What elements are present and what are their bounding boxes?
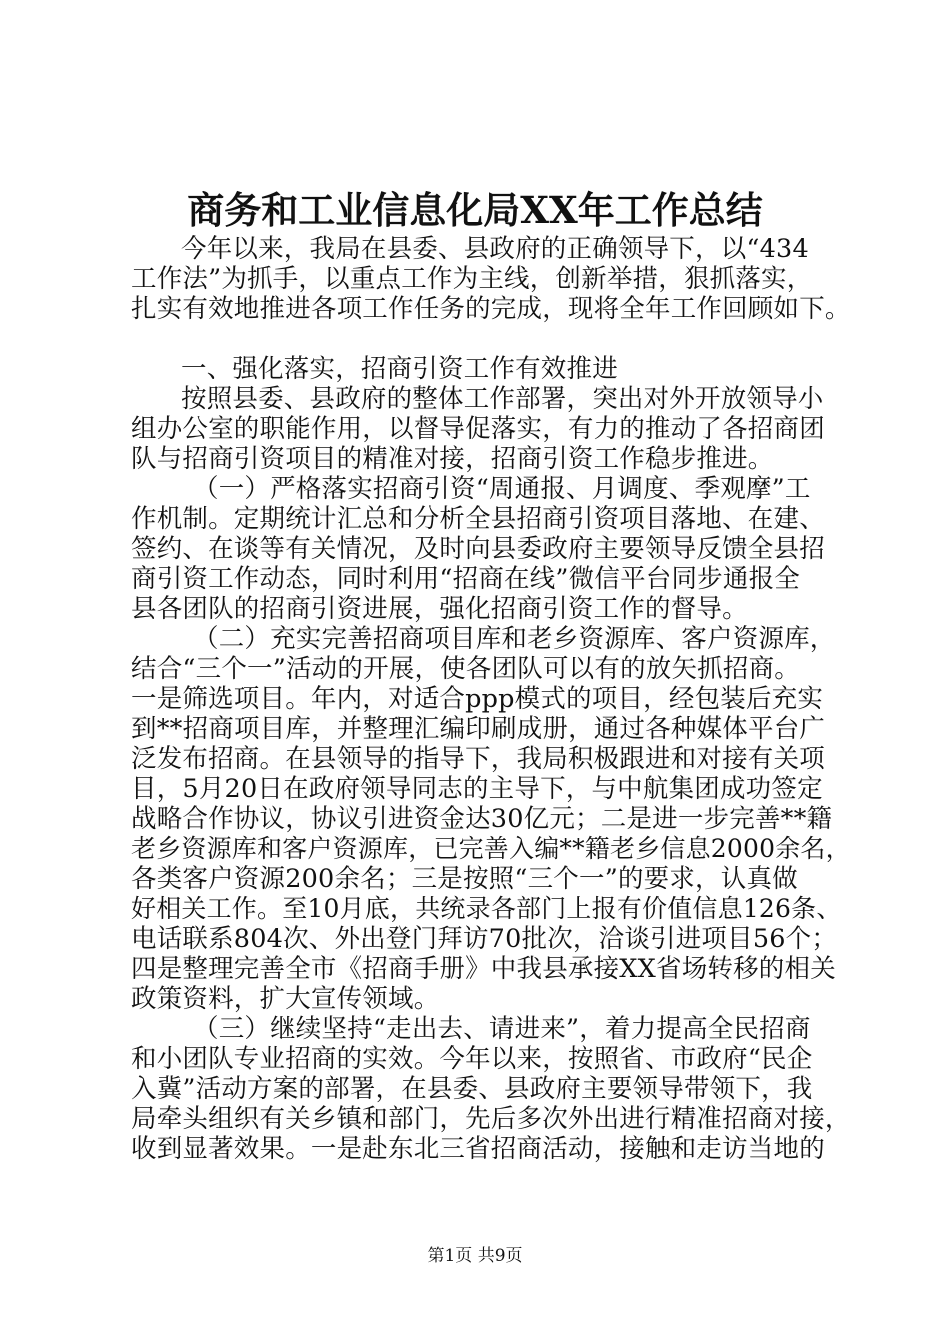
paragraph-line: 好相关工作。至10月底，共统录各部门上报有价值信息126条、 [131, 894, 842, 923]
paragraph-line: 局牵头组织有关乡镇和部门，先后多次外出进行精准招商对接， [131, 1104, 851, 1134]
page-title: 商务和工业信息化局XX年工作总结 [187, 188, 763, 232]
paragraph-line: 作机制。定期统计汇总和分析全县招商引资项目落地、在建、 [131, 504, 825, 534]
paragraph-line: 扎实有效地推进各项工作任务的完成，现将全年工作回顾如下。 [131, 294, 851, 324]
paragraph-line: （三）继续坚持“走出去、请进来”，着力提高全民招商 [193, 1014, 811, 1044]
paragraph-line: 结合“三个一”活动的开展，使各团队可以有的放矢抓招商。 [131, 654, 800, 684]
paragraph-line: 收到显著效果。一是赴东北三省招商活动，接触和走访当地的 [131, 1134, 825, 1164]
paragraph-line: 商引资工作动态，同时利用“招商在线”微信平台同步通报全 [131, 564, 800, 594]
paragraph-line: 各类客户资源200余名；三是按照“三个一”的要求，认真做 [131, 864, 798, 894]
paragraph-line: 队与招商引资项目的精准对接，招商引资工作稳步推进。 [131, 444, 774, 474]
paragraph-line: 一是筛选项目。年内，对适合ppp模式的项目，经包装后充实 [131, 684, 824, 714]
paragraph-line: 和小团队专业招商的实效。今年以来，按照省、市政府“民企 [131, 1044, 813, 1074]
paragraph-line: 电话联系804次、外出登门拜访70批次，洽谈引进项目56个； [131, 924, 838, 954]
paragraph-line: 到**招商项目库，并整理汇编印刷成册，通过各种媒体平台广 [131, 714, 826, 744]
paragraph-line: 入冀”活动方案的部署，在县委、县政府主要领导带领下，我 [131, 1074, 813, 1104]
paragraph-line: 签约、在谈等有关情况，及时向县委政府主要领导反馈全县招 [131, 534, 825, 564]
paragraph-line: 今年以来，我局在县委、县政府的正确领导下，以“434 [181, 234, 809, 264]
paragraph-line: （一）严格落实招商引资“周通报、月调度、季观摩”工 [193, 474, 811, 504]
paragraph-line: 工作法”为抓手，以重点工作为主线，创新举措，狠抓落实， [131, 264, 813, 294]
paragraph-line: （二）充实完善招商项目库和老乡资源库、客户资源库， [193, 624, 836, 654]
paragraph-line: 老乡资源库和客户资源库，已完善入编**籍老乡信息2000余名， [131, 834, 851, 863]
paragraph-line: 四是整理完善全市《招商手册》中我县承接XX省场转移的相关 [131, 954, 836, 984]
paragraph-line: 按照县委、县政府的整体工作部署，突出对外开放领导小 [181, 384, 824, 414]
page-footer: 第1页 共9页 [427, 1246, 523, 1266]
paragraph-line: 组办公室的职能作用，以督导促落实，有力的推动了各招商团 [131, 414, 825, 444]
paragraph-line: 政策资料，扩大宣传领域。 [131, 984, 440, 1014]
document-body [131, 234, 851, 1164]
paragraph-line: 泛发布招商。在县领导的指导下，我局积极跟进和对接有关项 [131, 744, 825, 774]
paragraph-line: 目，5月20日在政府领导同志的主导下，与中航集团成功签定 [131, 774, 823, 804]
section-heading: 一、强化落实，招商引资工作有效推进 [181, 354, 618, 384]
paragraph-line: 战略合作协议，协议引进资金达30亿元；二是进一步完善**籍 [131, 804, 833, 834]
paragraph-line: 县各团队的招商引资进展，强化招商引资工作的督导。 [131, 594, 748, 624]
blank-line [131, 324, 851, 354]
